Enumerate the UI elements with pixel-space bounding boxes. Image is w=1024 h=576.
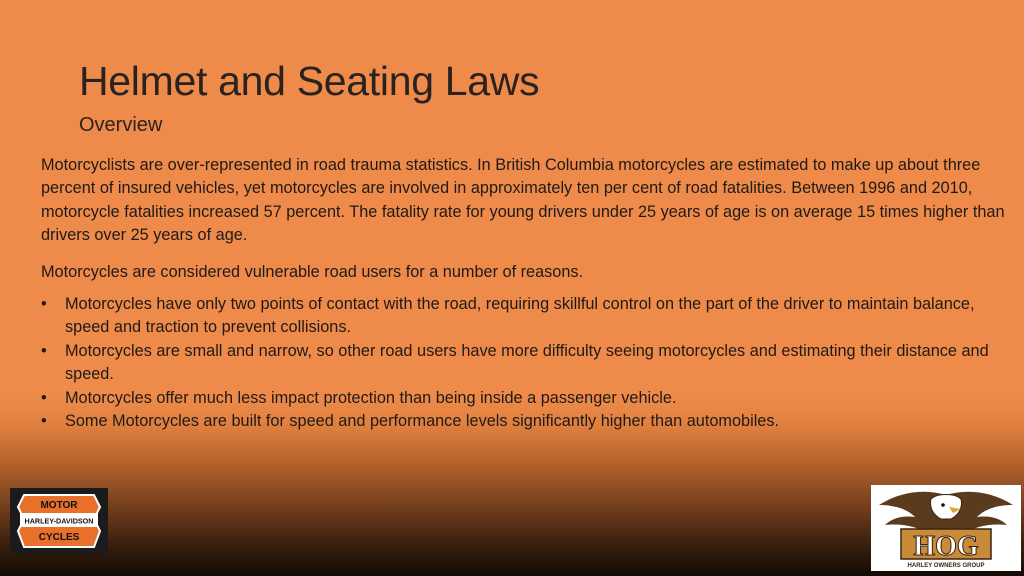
bullet-marker: • [41, 388, 47, 407]
hog-subtitle-text: HARLEY OWNERS GROUP [907, 563, 985, 569]
harley-davidson-shield-icon [14, 491, 104, 551]
slide-subtitle: Overview [79, 114, 163, 136]
reasons-list [41, 293, 1006, 433]
reasons-paragraph: Motorcycles are considered vulnerable road users for a number of reasons. [41, 262, 584, 281]
bullet-marker: • [41, 412, 47, 431]
list-item [41, 340, 1006, 387]
bullet-marker: • [41, 341, 47, 360]
logo-middle-text: HARLEY-DAVIDSON [24, 516, 94, 526]
logo-bottom-text: CYCLES [38, 532, 80, 543]
slide-title: Helmet and Seating Laws [79, 58, 540, 104]
list-item [41, 293, 1006, 340]
bullet-marker: • [41, 295, 47, 314]
list-item-text: Motorcycles have only two points of contact with the road, requiring skillful control on the part of the driver to maintain balance, speed and traction to prevent collisions. [65, 295, 975, 337]
harley-davidson-logo [10, 488, 108, 554]
logo-top-text: MOTOR [40, 500, 78, 511]
intro-paragraph: Motorcyclists are over-represented in road trauma statistics. In British Columbia motorcycles are estimated to make up about three percent of insured vehicles, yet motorcycles are involved in approximately ten per cent of road fatalities. Between 1996 and 2010, motorcycle fatalities increased 57 percent. The fatality rate for young drivers under 25 years of age is on average 15 times higher than drivers over 25 years of age. [41, 156, 1005, 245]
list-item [41, 387, 1006, 410]
list-item [41, 410, 1006, 433]
eagle-icon [871, 485, 1021, 571]
slide-body [41, 154, 1006, 433]
list-item-text: Some Motorcycles are built for speed and performance levels significantly higher than automobiles. [65, 412, 780, 431]
list-item-text: Motorcycles are small and narrow, so other road users have more difficulty seeing motorcycles and estimating their distance and speed. [65, 341, 989, 384]
hog-logo [871, 485, 1021, 571]
list-item-text: Motorcycles offer much less impact protection than being inside a passenger vehicle. [65, 388, 677, 407]
hog-text: HOG [913, 531, 979, 562]
